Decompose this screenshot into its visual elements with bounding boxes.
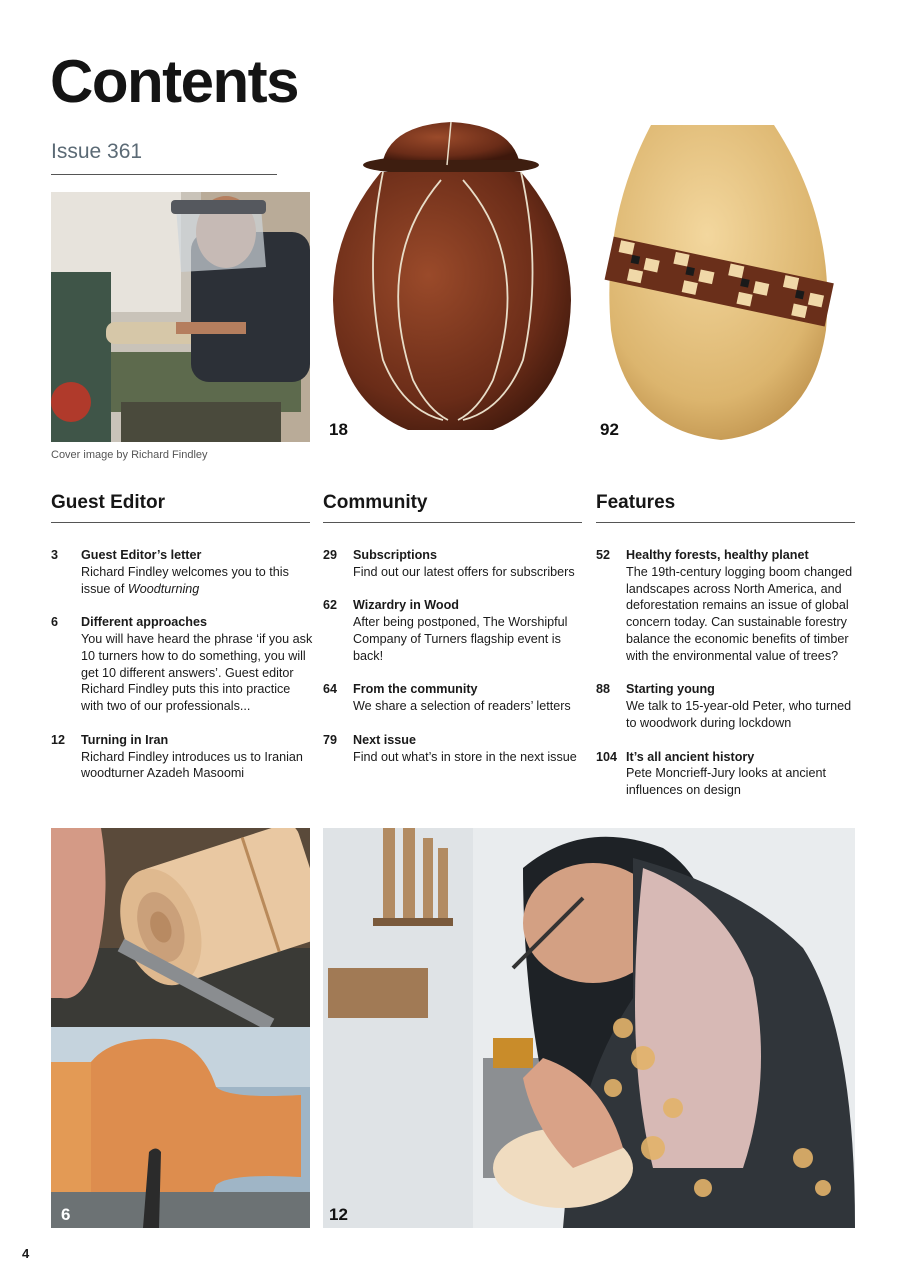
entry-description: Richard Findley welcomes you to this issue of Woodturning — [81, 564, 289, 596]
contents-entry[interactable] — [323, 681, 585, 715]
section-heading-features: Features — [596, 492, 676, 513]
vase-photo — [323, 110, 582, 442]
entry-title: It’s all ancient history — [626, 749, 755, 764]
contents-entry[interactable] — [51, 547, 313, 597]
entry-description: Find out our latest offers for subscribers — [353, 564, 575, 579]
entry-title: Healthy forests, healthy planet — [626, 548, 809, 562]
entry-title: Next issue — [353, 732, 416, 747]
guest-editor-list — [51, 547, 313, 799]
entry-title: Subscriptions — [353, 548, 437, 562]
contents-entry[interactable] — [323, 597, 585, 664]
iran-turner-photo — [323, 828, 855, 1228]
issue-number: Issue 361 — [51, 140, 143, 163]
entry-title: Turning in Iran — [81, 732, 169, 747]
features-list — [596, 547, 858, 816]
entry-title: Starting young — [626, 682, 715, 697]
spindle-photo — [51, 1027, 310, 1228]
entry-description: We talk to 15-year-old Peter, who turned to woodwork during lockdown — [626, 699, 852, 730]
section-heading-community: Community — [323, 492, 428, 513]
vase-page-number: 18 — [329, 420, 348, 439]
entry-page: 6 — [51, 615, 59, 630]
entry-page: 52 — [596, 548, 611, 562]
bowl-turning-photo — [51, 828, 310, 1027]
entry-page: 88 — [596, 682, 611, 697]
egg-vase-photo — [596, 110, 855, 442]
title-divider — [51, 174, 277, 175]
section-divider — [596, 522, 855, 523]
contents-entry[interactable] — [323, 732, 585, 766]
entry-description: The 19th-century logging boom changed landscapes across North America, and deforestation remains an issue of global concern today. Can sustainable forestry balance the economic benefits of timber with the environmental value of trees? — [626, 564, 853, 663]
section-divider — [51, 522, 310, 523]
entry-description: Richard Findley introduces us to Iranian woodturner Azadeh Masoomi — [81, 749, 303, 781]
contents-entry[interactable] — [596, 681, 858, 731]
entry-page: 12 — [51, 732, 66, 747]
entry-description: We share a selection of readers’ letters — [353, 699, 571, 714]
entry-page: 62 — [323, 598, 338, 613]
cover-photo-turner — [51, 192, 310, 442]
community-list — [323, 547, 585, 782]
entry-title: Different approaches — [81, 615, 207, 630]
egg-vase-page-number: 92 — [600, 420, 619, 439]
entry-description: Find out what’s in store in the next issue — [353, 749, 577, 764]
entry-title: Wizardry in Wood — [353, 598, 460, 613]
page-folio: 4 — [22, 1246, 30, 1261]
contents-entry[interactable] — [596, 749, 858, 799]
magazine-name: Woodturning — [127, 581, 200, 596]
entry-description: Pete Moncrieff-Jury looks at ancient influences on design — [626, 766, 826, 798]
section-heading-guest-editor: Guest Editor — [51, 492, 166, 513]
section-divider — [323, 522, 582, 523]
entry-description: After being postponed, The Worshipful Company of Turners flagship event is back! — [353, 615, 568, 663]
contents-entry[interactable] — [51, 614, 313, 715]
contents-entry[interactable] — [596, 547, 858, 665]
entry-title: From the community — [353, 682, 478, 697]
contents-entry[interactable] — [51, 732, 313, 782]
entry-page: 64 — [323, 682, 338, 697]
entry-description: You will have heard the phrase ‘if you ask 10 turners how to do something, you will get 10 different answers’. Guest editor Richard Findley puts this into practice with two of our professionals... — [81, 631, 313, 714]
page-title: Contents — [50, 48, 298, 115]
entry-page: 29 — [323, 548, 338, 562]
cover-caption: Cover image by Richard Findley — [51, 449, 208, 461]
contents-entry[interactable] — [323, 547, 585, 581]
entry-page: 79 — [323, 732, 338, 747]
spindle-page-number: 6 — [61, 1205, 71, 1224]
entry-title: Guest Editor’s letter — [81, 548, 202, 562]
entry-page: 3 — [51, 548, 59, 562]
iran-page-number: 12 — [329, 1205, 348, 1224]
entry-page: 104 — [596, 749, 618, 764]
